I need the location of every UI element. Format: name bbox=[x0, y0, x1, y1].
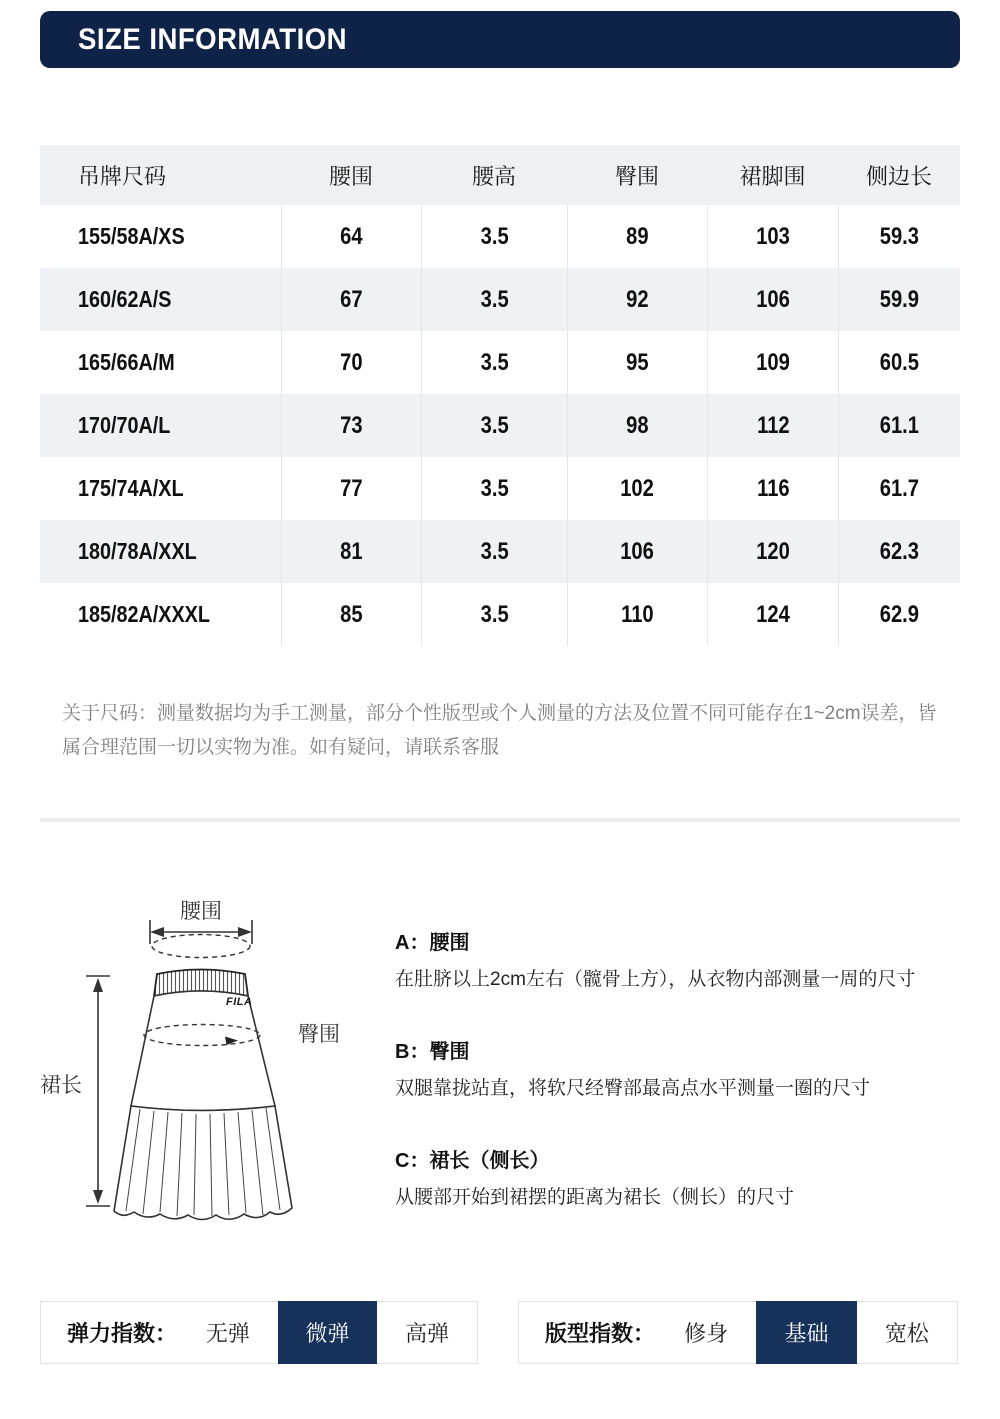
guide-title: B：臀围 bbox=[395, 1041, 470, 1063]
hip-value: 98 bbox=[626, 411, 649, 439]
waist-height-value: 3.5 bbox=[480, 285, 509, 313]
elasticity-option-none: 无弹 bbox=[205, 1321, 250, 1346]
hem-value: 116 bbox=[756, 474, 790, 502]
table-row bbox=[40, 520, 960, 583]
size-value: 165/66A/M bbox=[78, 349, 175, 375]
guide-item-length bbox=[395, 1144, 975, 1213]
waist-height-value: 3.5 bbox=[480, 600, 509, 628]
fit-option-loose: 宽松 bbox=[884, 1321, 929, 1346]
waist-value: 85 bbox=[340, 600, 363, 628]
elasticity-label: 弹力指数： bbox=[67, 1321, 178, 1346]
waist-arrow bbox=[150, 920, 252, 944]
guide-title: A：腰围 bbox=[395, 932, 470, 954]
guide-desc: 双腿靠拢站直，将软尺经臀部最高点水平测量一圈的尺寸 bbox=[395, 1078, 871, 1099]
guide-item-hip bbox=[395, 1035, 975, 1104]
elasticity-option-slight: 微弹 bbox=[278, 1301, 378, 1364]
hem-value: 103 bbox=[756, 222, 790, 250]
waist-value: 81 bbox=[340, 537, 363, 565]
fit-option-basic: 基础 bbox=[756, 1301, 856, 1364]
side-length-value: 60.5 bbox=[879, 348, 920, 376]
waist-value: 77 bbox=[340, 474, 363, 502]
pleated-hem bbox=[114, 1106, 292, 1220]
waist-ellipse bbox=[152, 935, 250, 958]
waist-value: 64 bbox=[340, 222, 363, 250]
table-row bbox=[40, 457, 960, 520]
hip-value: 110 bbox=[621, 600, 654, 628]
length-arrow bbox=[86, 976, 110, 1206]
side-length-value: 62.3 bbox=[879, 537, 920, 565]
side-length-value: 61.1 bbox=[879, 411, 920, 439]
size-value: 185/82A/XXXL bbox=[78, 601, 210, 627]
waist-height-value: 3.5 bbox=[480, 411, 509, 439]
waist-value: 70 bbox=[340, 348, 363, 376]
length-label: 裙长 bbox=[40, 1074, 82, 1097]
waist-label: 腰围 bbox=[180, 900, 222, 923]
waist-height-value: 3.5 bbox=[480, 222, 509, 250]
col-header-hem: 裙脚围 bbox=[739, 163, 806, 189]
hem-value: 120 bbox=[756, 537, 790, 565]
col-header-size: 吊牌尺码 bbox=[78, 163, 167, 189]
hem-value: 124 bbox=[756, 600, 790, 628]
col-header-waist-height: 腰高 bbox=[471, 163, 516, 189]
hip-value: 102 bbox=[620, 474, 655, 502]
fit-index-box bbox=[518, 1301, 958, 1364]
hip-value: 89 bbox=[626, 222, 649, 250]
side-length-value: 62.9 bbox=[879, 600, 920, 628]
length-arrowhead-bottom bbox=[93, 1190, 103, 1204]
size-note: 关于尺码：测量数据均为手工测量，部分个性版型或个人测量的方法及位置不同可能存在1~2cm误差，皆属合理范围一切以实物为准。如有疑问，请联系客服 bbox=[62, 703, 937, 758]
skirt-body bbox=[131, 991, 275, 1111]
col-header-side-length: 侧边长 bbox=[865, 163, 932, 189]
side-length-value: 61.7 bbox=[879, 474, 920, 502]
side-length-value: 59.3 bbox=[879, 222, 920, 250]
table-row bbox=[40, 394, 960, 457]
table-row bbox=[40, 205, 960, 268]
page-title: SIZE INFORMATION bbox=[78, 22, 348, 56]
size-table bbox=[40, 145, 960, 646]
table-header-row bbox=[40, 145, 960, 205]
elasticity-option-high: 高弹 bbox=[405, 1321, 450, 1346]
col-header-waist: 腰围 bbox=[328, 163, 373, 189]
waist-arrowhead-right bbox=[238, 927, 252, 937]
section-header-bar bbox=[40, 11, 960, 68]
table-row bbox=[40, 331, 960, 394]
waist-value: 73 bbox=[340, 411, 363, 439]
waist-height-value: 3.5 bbox=[480, 474, 509, 502]
side-length-value: 59.9 bbox=[879, 285, 920, 313]
hip-value: 106 bbox=[620, 537, 655, 565]
table-row bbox=[40, 583, 960, 646]
size-value: 170/70A/L bbox=[78, 412, 171, 438]
length-arrowhead-top bbox=[93, 978, 103, 992]
hem-value: 109 bbox=[756, 348, 790, 376]
guide-desc: 从腰部开始到裙摆的距离为裙长（侧长）的尺寸 bbox=[395, 1187, 795, 1208]
skirt-measurement-diagram bbox=[30, 888, 370, 1238]
fila-logo: FILA bbox=[226, 996, 253, 1008]
section-divider bbox=[40, 818, 960, 822]
size-value: 175/74A/XL bbox=[78, 475, 184, 501]
hip-label: 臀围 bbox=[298, 1023, 340, 1046]
waist-height-value: 3.5 bbox=[480, 348, 509, 376]
waist-value: 67 bbox=[340, 285, 363, 313]
hem-value: 106 bbox=[756, 285, 790, 313]
elasticity-index-box bbox=[40, 1301, 478, 1364]
fit-label: 版型指数： bbox=[545, 1321, 656, 1346]
waist-arrowhead-left bbox=[150, 927, 164, 937]
hip-value: 95 bbox=[626, 348, 649, 376]
size-value: 160/62A/S bbox=[78, 286, 172, 312]
measure-guide bbox=[395, 926, 975, 1253]
guide-item-waist bbox=[395, 926, 975, 995]
size-value: 180/78A/XXL bbox=[78, 538, 197, 564]
guide-desc: 在肚脐以上2cm左右（髋骨上方），从衣物内部测量一周的尺寸 bbox=[395, 969, 916, 990]
hem-value: 112 bbox=[756, 411, 790, 439]
hip-value: 92 bbox=[626, 285, 649, 313]
waist-height-value: 3.5 bbox=[480, 537, 509, 565]
size-value: 155/58A/XS bbox=[78, 223, 185, 249]
fit-option-slim: 修身 bbox=[684, 1321, 729, 1346]
guide-title: C：裙长（侧长） bbox=[395, 1150, 550, 1172]
col-header-hip: 臀围 bbox=[614, 163, 659, 189]
table-row bbox=[40, 268, 960, 331]
